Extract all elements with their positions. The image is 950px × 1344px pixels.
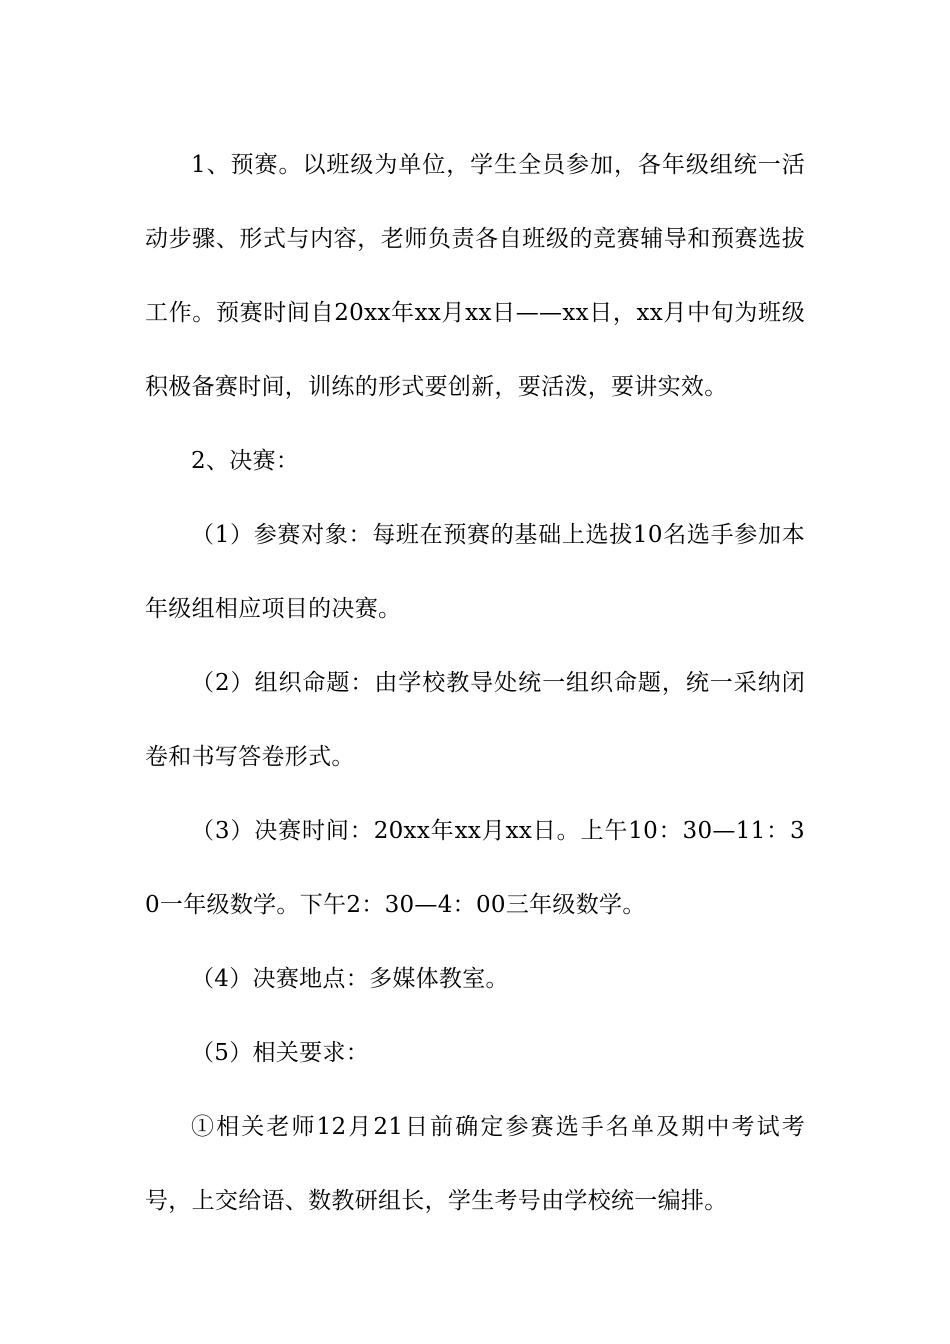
paragraph-final-location: （4）决赛地点：多媒体教室。 [191, 966, 509, 992]
paragraph-requirements-heading: （5）相关要求： [191, 1040, 370, 1066]
paragraph-final-time: （3）决赛时间：20xx年xx月xx日。上午10：30—11：30一年级数学。下午2：30—4：00三年级数学。 [145, 818, 805, 918]
paragraph-exam-setting: （2）组织命题：由学校教导处统一组织命题，统一采纳闭卷和书写答卷形式。 [145, 670, 805, 770]
paragraph-participants: （1）参赛对象：每班在预赛的基础上选拔10名选手参加本年级组相应项目的决赛。 [145, 522, 805, 622]
paragraph-requirement-1: ①相关老师12月21日前确定参赛选手名单及期中考试考号，上交给语、数教研组长，学生考号由学校统一编排。 [145, 1114, 805, 1214]
paragraph-final-heading: 2、决赛： [191, 448, 300, 474]
document-body [145, 128, 805, 1238]
paragraph-preliminary: 1、预赛。以班级为单位，学生全员参加，各年级组统一活动步骤、形式与内容，老师负责各自班级的竞赛辅导和预赛选拔工作。预赛时间自20xx年xx月xx日——xx日，xx月中旬为班级积极备赛时间，训练的形式要创新，要活泼，要讲实效。 [145, 152, 805, 400]
